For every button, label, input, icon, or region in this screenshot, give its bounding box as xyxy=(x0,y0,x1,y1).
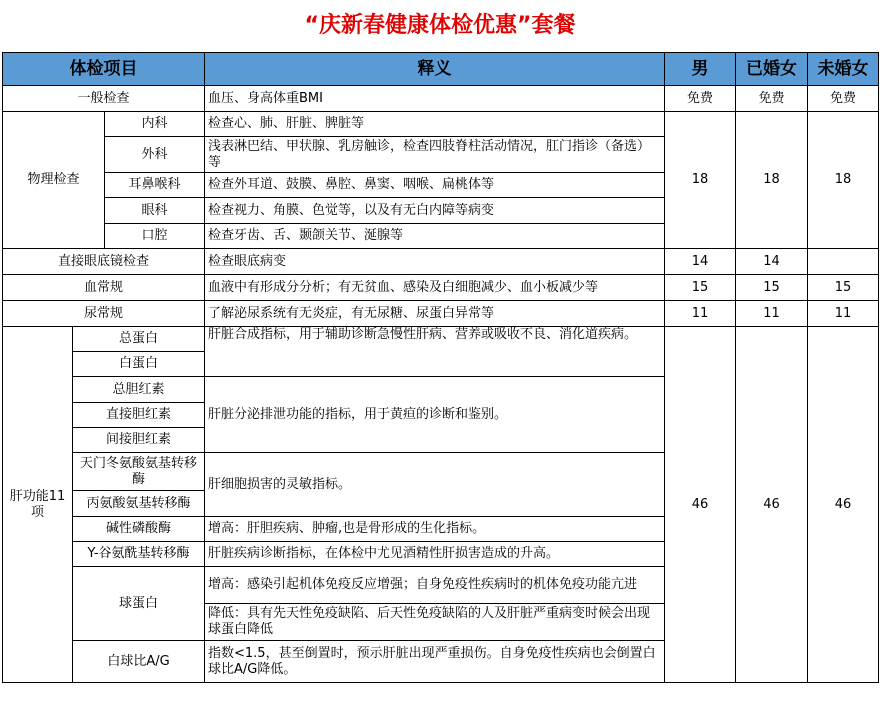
price-unmarried: 11 xyxy=(808,301,879,327)
item-ent: 耳鼻喉科 xyxy=(105,173,205,198)
desc-enzyme: 肝细胞损害的灵敏指标。 xyxy=(205,453,665,517)
price-married: 免费 xyxy=(736,86,808,112)
desc-fundus: 检查眼底病变 xyxy=(205,249,665,275)
item-tp: 总蛋白 xyxy=(73,327,205,352)
item-alp: 碱性磷酸酶 xyxy=(73,517,205,542)
desc-protein: 肝脏合成指标，用于辅助诊断急慢性肝病、营养或吸收不良、消化道疾病。 xyxy=(205,327,665,377)
price-unmarried: 15 xyxy=(808,275,879,301)
header-male: 男 xyxy=(665,53,736,86)
item-alt: 丙氨酸氨基转移酶 xyxy=(73,491,205,517)
table-row xyxy=(3,86,879,112)
desc-surgery: 浅表淋巴结、甲状腺、乳房触诊，检查四肢脊柱活动情况，肛门指诊（备选）等 xyxy=(205,137,665,173)
desc-ag: 指数<1.5，甚至倒置时，预示肝脏出现严重损伤。自身免疫性疾病也会倒置白球比A/G降低。 xyxy=(205,641,665,683)
desc-glob-down: 降低：具有先天性免疫缺陷、后天性免疫缺陷的人及肝脏严重病变时候会出现球蛋白降低 xyxy=(205,604,665,641)
price-unmarried: 免费 xyxy=(808,86,879,112)
item-eye: 眼科 xyxy=(105,198,205,224)
item-alb: 白蛋白 xyxy=(73,352,205,377)
desc-bilirubin: 肝脏分泌排泄功能的指标，用于黄疸的诊断和鉴别。 xyxy=(205,377,665,453)
desc-general: 血压、身高体重BMI xyxy=(205,86,665,112)
price-married: 14 xyxy=(736,249,808,275)
item-ast: 天门冬氨酸氨基转移酶 xyxy=(73,453,205,491)
header-item: 体检项目 xyxy=(3,53,205,86)
item-dbil: 直接胆红素 xyxy=(73,403,205,428)
price-male: 46 xyxy=(665,327,736,683)
price-married: 18 xyxy=(736,112,808,249)
item-urine: 尿常规 xyxy=(3,301,205,327)
item-oral: 口腔 xyxy=(105,224,205,249)
desc-ent: 检查外耳道、鼓膜、鼻腔、鼻窦、咽喉、扁桃体等 xyxy=(205,173,665,198)
page-title: “庆新春健康体检优惠”套餐 xyxy=(304,13,576,38)
group-physical: 物理检查 xyxy=(3,112,105,249)
header-unmarried: 未婚女 xyxy=(808,53,879,86)
header-row xyxy=(3,53,879,86)
header-desc: 释义 xyxy=(205,53,665,86)
group-liver: 肝功能11项 xyxy=(3,327,73,683)
header-married: 已婚女 xyxy=(736,53,808,86)
desc-glob-up: 增高：感染引起机体免疫反应增强；自身免疫性疾病时的机体免疫功能亢进 xyxy=(205,567,665,604)
desc-alp: 增高：肝胆疾病、肿瘤,也是骨形成的生化指标。 xyxy=(205,517,665,542)
price-married: 15 xyxy=(736,275,808,301)
price-male: 免费 xyxy=(665,86,736,112)
item-ibil: 间接胆红素 xyxy=(73,428,205,453)
price-male: 15 xyxy=(665,275,736,301)
checkup-table xyxy=(2,52,879,683)
table-row xyxy=(3,327,879,352)
desc-internal: 检查心、肺、肝脏、脾脏等 xyxy=(205,112,665,137)
item-internal: 内科 xyxy=(105,112,205,137)
item-tbil: 总胆红素 xyxy=(73,377,205,403)
item-surgery: 外科 xyxy=(105,137,205,173)
price-married: 11 xyxy=(736,301,808,327)
item-ag: 白球比A/G xyxy=(73,641,205,683)
price-unmarried xyxy=(808,249,879,275)
price-male: 14 xyxy=(665,249,736,275)
price-unmarried: 46 xyxy=(808,327,879,683)
desc-ggt: 肝脏疾病诊断指标，在体检中尤见酒精性肝损害造成的升高。 xyxy=(205,542,665,567)
item-ggt: Y-谷氨酰基转移酶 xyxy=(73,542,205,567)
desc-eye: 检查视力、角膜、色觉等，以及有无白内障等病变 xyxy=(205,198,665,224)
table-row xyxy=(3,112,879,137)
table-row xyxy=(3,301,879,327)
item-general: 一般检查 xyxy=(3,86,205,112)
item-glob: 球蛋白 xyxy=(73,567,205,641)
price-unmarried: 18 xyxy=(808,112,879,249)
item-blood: 血常规 xyxy=(3,275,205,301)
price-male: 18 xyxy=(665,112,736,249)
item-fundus: 直接眼底镜检查 xyxy=(3,249,205,275)
price-male: 11 xyxy=(665,301,736,327)
desc-blood: 血液中有形成分分析；有无贫血、感染及白细胞减少、血小板减少等 xyxy=(205,275,665,301)
desc-oral: 检查牙齿、舌、颞颌关节、涎腺等 xyxy=(205,224,665,249)
price-married: 46 xyxy=(736,327,808,683)
table-row xyxy=(3,249,879,275)
desc-urine: 了解泌尿系统有无炎症，有无尿糖、尿蛋白异常等 xyxy=(205,301,665,327)
table-row xyxy=(3,275,879,301)
